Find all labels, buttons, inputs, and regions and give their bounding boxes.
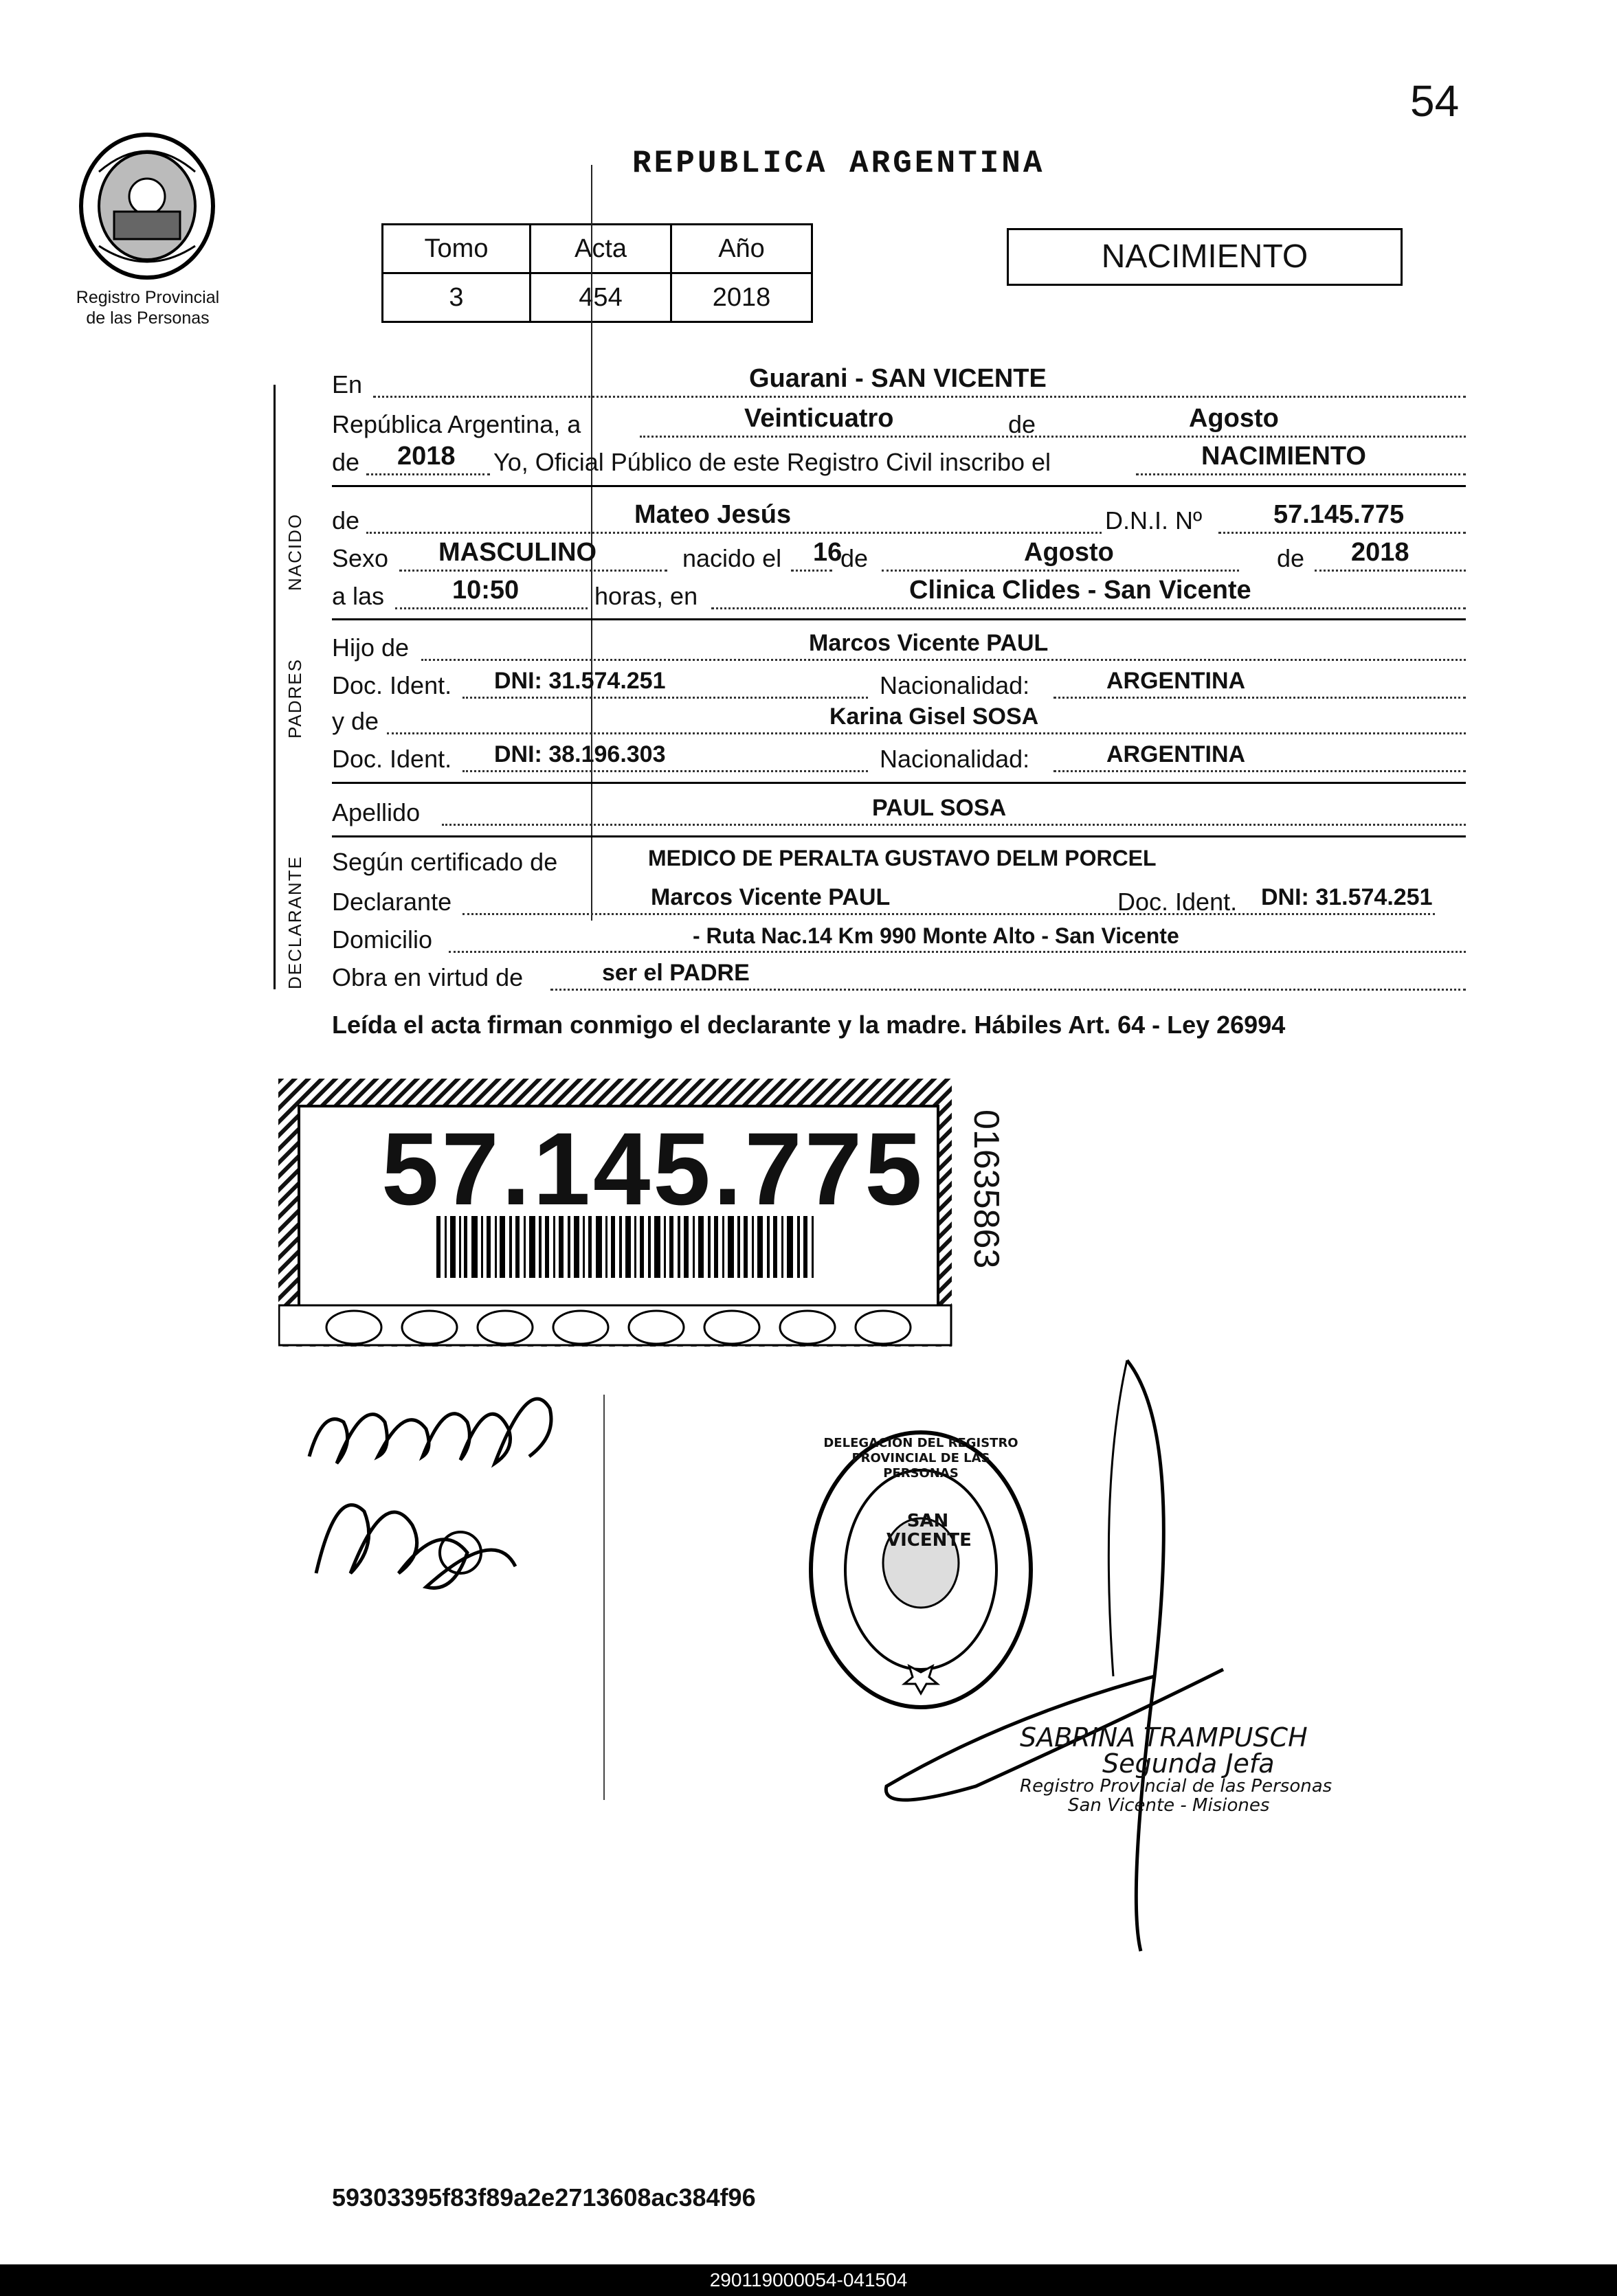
label-sexo: Sexo bbox=[332, 544, 389, 572]
official-role: Segunda Jefa bbox=[1102, 1748, 1275, 1779]
registro-caption-line1: Registro Provincial bbox=[76, 288, 220, 307]
value-birth-day: 16 bbox=[813, 538, 843, 567]
value-birth-month: Agosto bbox=[1024, 538, 1114, 567]
label-de-month: de bbox=[1008, 410, 1036, 438]
label-doc-ident-2: Doc. Ident. bbox=[332, 745, 452, 773]
line-hijo-de bbox=[332, 632, 1466, 666]
value-father-doc: DNI: 31.574.251 bbox=[494, 668, 666, 694]
line-declarante bbox=[332, 886, 1466, 921]
line-sexo bbox=[332, 538, 1466, 577]
label-republica: República Argentina, a bbox=[332, 410, 581, 438]
label-nacido-el: nacido el bbox=[682, 544, 782, 572]
value-segun: MEDICO DE PERALTA GUSTAVO DELM PORCEL bbox=[648, 846, 1157, 870]
registro-caption bbox=[55, 287, 241, 328]
value-apellido: PAUL SOSA bbox=[872, 795, 1007, 821]
section-divider-4 bbox=[332, 835, 1466, 837]
label-domicilio: Domicilio bbox=[332, 925, 433, 954]
record-table bbox=[381, 223, 813, 323]
document-hash: 59303395f83f89a2e2713608ac384f96 bbox=[332, 2183, 756, 2211]
line-obra bbox=[332, 962, 1466, 996]
official-name-block bbox=[1020, 1724, 1350, 1815]
value-father-nat: ARGENTINA bbox=[1106, 668, 1246, 694]
value-acta: 454 bbox=[531, 273, 671, 322]
side-label-padres: PADRES bbox=[285, 658, 305, 739]
label-doc-ident: Doc. Ident. bbox=[332, 671, 452, 699]
dni-card bbox=[278, 1079, 1006, 1347]
label-de-birth-month: de bbox=[840, 544, 869, 572]
registro-caption-line2: de las Personas bbox=[86, 308, 210, 328]
value-child-name: Mateo Jesús bbox=[634, 500, 792, 529]
header-anio: Año bbox=[671, 225, 812, 273]
label-yo: Yo, Oficial Público de este Registro Civil inscribo el bbox=[493, 448, 1051, 476]
line-republica bbox=[332, 404, 1466, 443]
value-mother-nat: ARGENTINA bbox=[1106, 741, 1246, 767]
line-year bbox=[332, 442, 1466, 481]
line-y-de bbox=[332, 706, 1466, 740]
line-mother-doc bbox=[332, 743, 1466, 778]
bottom-code-bar bbox=[0, 2264, 1617, 2296]
official-location: San Vicente - Misiones bbox=[1068, 1795, 1270, 1816]
dni-card-number: 57.145.775 bbox=[381, 1111, 925, 1226]
label-declarante: Declarante bbox=[332, 888, 452, 916]
label-en: En bbox=[332, 370, 363, 398]
line-en bbox=[332, 364, 1466, 403]
label-doc-ident-declarante: Doc. Ident. bbox=[1117, 888, 1238, 916]
value-sexo: MASCULINO bbox=[438, 538, 597, 567]
value-day: Veinticuatro bbox=[744, 404, 894, 433]
margin-rule bbox=[274, 385, 276, 989]
act-type-box: NACIMIENTO bbox=[1007, 228, 1403, 286]
line-father-doc bbox=[332, 670, 1466, 704]
signature-divider bbox=[603, 1395, 605, 1800]
value-declarante-doc: DNI: 31.574.251 bbox=[1261, 884, 1433, 910]
side-label-nacido: NACIDO bbox=[285, 513, 305, 591]
value-time: 10:50 bbox=[452, 576, 520, 605]
value-domicilio: - Ruta Nac.14 Km 990 Monte Alto - San Vicente bbox=[693, 923, 1179, 948]
section-divider-1 bbox=[332, 485, 1466, 487]
label-hijo-de: Hijo de bbox=[332, 633, 410, 662]
label-segun: Según certificado de bbox=[332, 848, 558, 876]
side-label-declarante: DECLARANTE bbox=[285, 855, 305, 989]
section-divider-3 bbox=[332, 782, 1466, 784]
official-office: Registro Provincial de las Personas bbox=[1020, 1776, 1332, 1797]
line-nacido-name bbox=[332, 500, 1466, 539]
label-a-las: a las bbox=[332, 582, 385, 610]
label-de-year: de bbox=[332, 448, 360, 476]
value-month: Agosto bbox=[1189, 404, 1279, 433]
value-obra: ser el PADRE bbox=[602, 960, 750, 986]
value-mother-doc: DNI: 38.196.303 bbox=[494, 741, 666, 767]
page-number: 54 bbox=[1410, 76, 1460, 126]
label-nacionalidad-2: Nacionalidad: bbox=[880, 745, 1030, 773]
line-domicilio bbox=[332, 924, 1466, 958]
value-en: Guarani - SAN VICENTE bbox=[749, 364, 1047, 393]
header-acta: Acta bbox=[531, 225, 671, 273]
value-mother-name: Karina Gisel SOSA bbox=[829, 704, 1039, 730]
label-obra: Obra en virtud de bbox=[332, 963, 524, 991]
label-dni: D.N.I. Nº bbox=[1105, 506, 1203, 534]
section-divider-2 bbox=[332, 618, 1466, 620]
stamp-inner-text: SAN VICENTE bbox=[886, 1511, 972, 1551]
value-declarante: Marcos Vicente PAUL bbox=[651, 884, 891, 910]
official-name: SABRINA TRAMPUSCH bbox=[1020, 1722, 1308, 1753]
label-de-name: de bbox=[332, 506, 360, 534]
value-birth-place: Clinica Clides - San Vicente bbox=[909, 576, 1251, 605]
declarant-signatures bbox=[289, 1347, 605, 1621]
label-horas: horas, en bbox=[594, 582, 698, 610]
label-nacionalidad: Nacionalidad: bbox=[880, 671, 1030, 699]
line-apellido bbox=[332, 797, 1466, 831]
value-act: NACIMIENTO bbox=[1201, 442, 1366, 471]
bottom-code: 290119000054-041504 bbox=[709, 2269, 908, 2291]
line-hora bbox=[332, 576, 1466, 615]
value-tomo: 3 bbox=[383, 273, 531, 322]
header-tomo: Tomo bbox=[383, 225, 531, 273]
value-father-name: Marcos Vicente PAUL bbox=[809, 630, 1049, 656]
official-signature-stroke bbox=[866, 1347, 1251, 1965]
document-title: REPUBLICA ARGENTINA bbox=[632, 146, 1045, 181]
value-birth-year: 2018 bbox=[1351, 538, 1409, 567]
dni-card-serial: 01635863 bbox=[966, 1110, 1006, 1269]
provincia-misiones-seal-logo bbox=[71, 131, 223, 282]
value-anio: 2018 bbox=[671, 273, 812, 322]
footer-note: Leída el acta firman conmigo el declarante y la madre. Hábiles Art. 64 - Ley 26994 bbox=[332, 1011, 1286, 1039]
value-year: 2018 bbox=[397, 442, 456, 471]
value-child-dni: 57.145.775 bbox=[1273, 500, 1405, 529]
label-apellido: Apellido bbox=[332, 798, 421, 826]
line-segun bbox=[332, 846, 1466, 881]
label-y-de: y de bbox=[332, 707, 379, 735]
stamp-ring-text: DELEGACION DEL REGISTRO PROVINCIAL DE LAS PERSONAS bbox=[823, 1436, 1018, 1481]
label-de-birth-year: de bbox=[1277, 544, 1305, 572]
